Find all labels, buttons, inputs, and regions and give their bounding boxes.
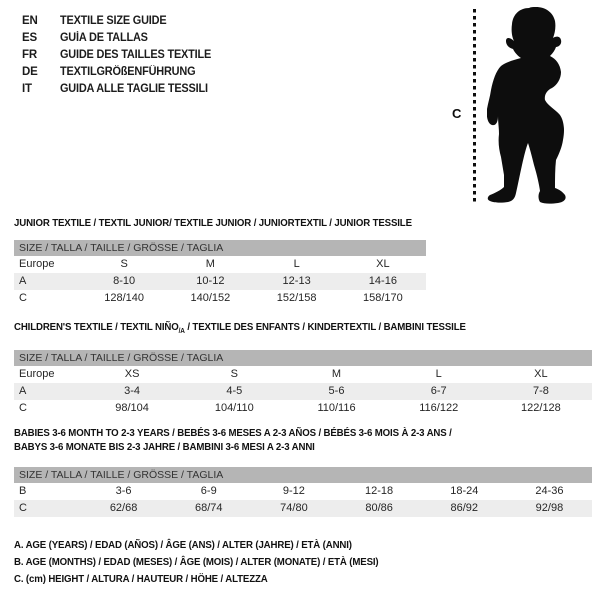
size-cell: 80/86: [365, 502, 393, 514]
table-title-segment: CHILDREN'S TEXTILE / TEXTIL NIÑO: [14, 321, 179, 333]
table-title-segment: JUNIOR TEXTILE / TEXTIL JUNIOR/ TEXTILE JUNIOR / JUNIORTEXTIL / JUNIOR TESSILE: [14, 217, 412, 229]
language-guide-title: TEXTILGRÖßENFÜHRUNG: [60, 65, 196, 78]
size-table: [14, 240, 426, 307]
language-guide-title: GUIDA ALLE TAGLIE TESSILI: [60, 82, 208, 95]
size-cell: 6-7: [430, 385, 447, 397]
size-table-header: SIZE / TALLA / TAILLE / GRÖSSE / TAGLIA: [14, 467, 592, 483]
table-row: [14, 483, 592, 500]
size-table-header: SIZE / TALLA / TAILLE / GRÖSSE / TAGLIA: [14, 350, 592, 366]
table-title: [14, 320, 592, 334]
size-cell: S: [230, 368, 238, 380]
size-cell: 110/116: [317, 402, 356, 414]
table-title: [14, 426, 592, 454]
language-code: IT: [22, 82, 32, 95]
size-table-body: [14, 256, 426, 307]
height-measure-label: C: [452, 106, 462, 121]
size-cell: 92/98: [535, 502, 564, 514]
table-row: [14, 400, 592, 417]
junior-textile-section: [14, 216, 426, 307]
row-label: A: [19, 385, 27, 397]
size-cell: 104/110: [214, 402, 254, 414]
size-cell: XL: [534, 368, 548, 380]
size-cell: 3-4: [124, 385, 141, 397]
size-cell: 7-8: [532, 385, 549, 397]
size-cell: 140/152: [190, 292, 231, 304]
size-cell: 68/74: [194, 502, 223, 514]
size-cell: 158/170: [362, 292, 403, 304]
table-row: [14, 290, 426, 307]
size-cell: XS: [124, 368, 140, 380]
row-label: C: [19, 292, 27, 304]
size-cell: 62/68: [109, 502, 138, 514]
table-row: [14, 383, 592, 400]
table-title-line: [14, 320, 546, 334]
size-cell: 152/158: [276, 292, 317, 304]
size-cell: L: [435, 368, 442, 380]
table-row: [14, 256, 426, 273]
language-guide-title: TEXTILE SIZE GUIDE: [60, 14, 167, 27]
size-cell: 4-5: [226, 385, 243, 397]
size-cell: 10-12: [196, 275, 225, 287]
table-title-line: [14, 426, 546, 440]
size-table-body: [14, 483, 592, 517]
row-label: B: [19, 485, 27, 497]
size-cell: S: [120, 258, 128, 270]
language-title-list: [22, 12, 219, 97]
footnotes: [14, 537, 410, 588]
footnote-line: C. (cm) HEIGHT / ALTURA / HAUTEUR / HÖHE / ALTEZZA: [14, 573, 268, 585]
size-cell: 18-24: [450, 485, 479, 497]
size-table: [14, 467, 592, 517]
language-code: FR: [22, 48, 37, 61]
language-row: [22, 80, 219, 97]
size-table-body: [14, 366, 592, 417]
language-code: EN: [22, 14, 38, 27]
size-cell: M: [205, 258, 215, 270]
size-cell: 122/128: [521, 402, 561, 414]
size-cell: 12-18: [365, 485, 394, 497]
size-cell: 14-16: [368, 275, 397, 287]
language-row: [22, 63, 219, 80]
row-label: Europe: [19, 258, 55, 270]
size-table: [14, 350, 592, 417]
language-guide-title: GUÍA DE TALLAS: [60, 31, 148, 44]
height-measure-dashed-line: [473, 9, 476, 205]
table-title-segment: / TEXTILE DES ENFANTS / KINDERTEXTIL / BAMBINI TESSILE: [184, 321, 466, 333]
babies-textile-section: [14, 426, 592, 517]
table-title-segment: BABIES 3-6 MONTH TO 2-3 YEARS / BEBÉS 3-6 MESES A 2-3 AÑOS / BÉBÉS 3-6 MOIS À 2-3 ANS /: [14, 427, 452, 439]
size-cell: 3-6: [115, 485, 132, 497]
language-guide-title: GUIDE DES TAILLES TEXTILE: [60, 48, 212, 61]
size-cell: XL: [376, 258, 390, 270]
size-cell: 116/122: [419, 402, 459, 414]
table-title-line: [14, 216, 412, 230]
table-row: [14, 273, 426, 290]
table-title-line: [14, 440, 546, 454]
language-row: [22, 46, 219, 63]
childrens-textile-section: [14, 320, 592, 417]
language-row: [22, 29, 219, 46]
size-cell: M: [331, 368, 342, 380]
footnote-line: A. AGE (YEARS) / EDAD (AÑOS) / ÂGE (ANS) / ALTER (JAHRE) / ETÀ (ANNI): [14, 539, 352, 551]
table-title-segment: BABYS 3-6 MONATE BIS 2-3 JAHRE / BAMBINI 3-6 MESI A 2-3 ANNI: [14, 441, 315, 453]
size-cell: 128/140: [104, 292, 144, 304]
row-label: Europe: [19, 368, 55, 380]
toddler-silhouette-icon: [487, 3, 587, 209]
size-cell: 12-13: [282, 275, 311, 287]
language-code: ES: [22, 31, 37, 44]
size-cell: 5-6: [328, 385, 345, 397]
row-label: C: [19, 502, 27, 514]
size-cell: 74/80: [280, 502, 308, 514]
size-table-header: SIZE / TALLA / TAILLE / GRÖSSE / TAGLIA: [14, 240, 426, 256]
size-cell: 8-10: [113, 275, 136, 287]
size-cell: 6-9: [200, 485, 217, 497]
table-row: [14, 500, 592, 517]
size-cell: L: [293, 258, 300, 270]
table-row: [14, 366, 592, 383]
language-row: [22, 12, 219, 29]
table-title: [14, 216, 426, 230]
size-cell: 86/92: [450, 502, 479, 514]
size-cell: 24-36: [535, 485, 564, 497]
footnote-line: B. AGE (MONTHS) / EDAD (MESES) / ÂGE (MOIS) / ALTER (MONATE) / ETÀ (MESI): [14, 556, 379, 568]
table-title-segment: /A: [178, 328, 185, 336]
size-cell: 9-12: [282, 485, 305, 497]
row-label: A: [19, 275, 27, 287]
size-cell: 98/104: [115, 402, 149, 414]
language-code: DE: [22, 65, 38, 78]
row-label: C: [19, 402, 27, 414]
